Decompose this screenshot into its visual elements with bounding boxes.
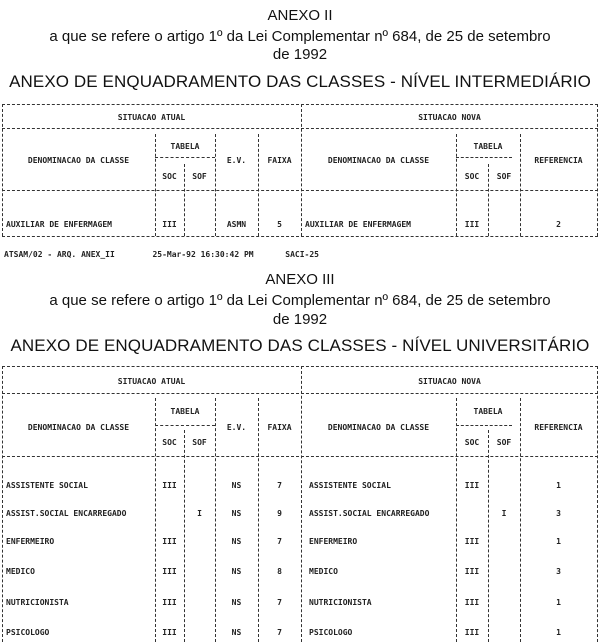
annex3-denominacao-nova: DENOMINACAO DA CLASSE (327, 423, 430, 432)
soc-atual: III (162, 567, 177, 576)
soc-nova: III (464, 481, 480, 490)
faixa-value: 9 (277, 509, 282, 518)
annex3-soc-nova: SOC (464, 438, 480, 447)
soc-atual: III (162, 481, 177, 490)
annex3-situacao-nova: SITUACAO NOVA (418, 377, 481, 386)
faixa-value: 8 (277, 567, 282, 576)
referencia-value: 2 (556, 220, 561, 229)
annex3-referencia: REFERENCIA (534, 423, 583, 432)
soc-atual: III (162, 598, 177, 607)
annex3-sof-atual: SOF (192, 438, 207, 447)
annex2-situacao-atual: SITUACAO ATUAL (117, 113, 186, 122)
annex2-sof-atual: SOF (192, 172, 207, 181)
annex2-table (0, 104, 600, 244)
ev-value: NS (231, 567, 242, 576)
annex2-sof-nova: SOF (496, 172, 512, 181)
annex2-tabela-atual: TABELA (170, 142, 200, 151)
soc-nova: III (464, 628, 480, 637)
annex3-situacao-atual: SITUACAO ATUAL (117, 377, 186, 386)
soc-nova: III (464, 567, 480, 576)
classe-atual: PSICOLOGO (6, 628, 50, 637)
referencia-value: 3 (556, 509, 561, 518)
soc-nova: III (464, 537, 480, 546)
sof-atual: I (197, 509, 202, 518)
annex2-title: ANEXO II (267, 7, 333, 24)
annex2-subtitle-line2: de 1992 (272, 46, 328, 63)
ev-value: NS (231, 598, 242, 607)
annex2-subtitle-line1: a que se refere o artigo 1º da Lei Complementar nº 684, de 25 de setembro (49, 28, 551, 45)
annex2-soc-nova: SOC (464, 172, 480, 181)
annex3-sof-nova: SOF (496, 438, 512, 447)
footer-datetime: 25-Mar-92 16:30:42 PM (152, 250, 254, 259)
ev-value: NS (231, 509, 242, 518)
annex2-soc-atual: SOC (162, 172, 177, 181)
annex2-heading: ANEXO DE ENQUADRAMENTO DAS CLASSES - NÍVEL INTERMEDIÁRIO (9, 72, 591, 91)
soc-nova: III (464, 220, 480, 229)
annex2-tabela-nova: TABELA (473, 142, 503, 151)
annex2-situacao-nova: SITUACAO NOVA (418, 113, 481, 122)
classe-nova: NUTRICIONISTA (309, 598, 372, 607)
referencia-value: 1 (556, 481, 561, 490)
classe-nova: ENFERMEIRO (309, 537, 358, 546)
classe-nova: PSICOLOGO (309, 628, 353, 637)
annex2-denominacao-atual: DENOMINACAO DA CLASSE (27, 156, 130, 165)
annex2-footer (4, 250, 319, 259)
soc-atual: III (162, 537, 177, 546)
annex3-subtitle-line1: a que se refere o artigo 1º da Lei Complementar nº 684, de 25 de setembro (49, 292, 551, 309)
ev-value: ASMN (226, 220, 247, 229)
footer-code: SACI-25 (285, 250, 319, 259)
soc-atual: III (162, 220, 177, 229)
classe-nova: ASSIST.SOCIAL ENCARREGADO (309, 509, 430, 518)
annex2-ev: E.V. (226, 156, 247, 165)
annex3-heading: ANEXO DE ENQUADRAMENTO DAS CLASSES - NÍVEL UNIVERSITÁRIO (10, 336, 590, 355)
ev-value: NS (231, 481, 242, 490)
classe-atual: NUTRICIONISTA (6, 598, 69, 607)
annex3-tabela-nova: TABELA (473, 407, 503, 416)
faixa-value: 7 (277, 598, 282, 607)
annex3-ev: E.V. (226, 423, 247, 432)
annex3-title: ANEXO III (265, 271, 335, 288)
classe-nova: ASSISTENTE SOCIAL (309, 481, 391, 490)
annex3-faixa: FAIXA (267, 423, 292, 432)
soc-nova: III (464, 598, 480, 607)
classe-nova: AUXILIAR DE ENFERMAGEM (305, 220, 411, 229)
soc-atual: III (162, 628, 177, 637)
classe-atual: ASSISTENTE SOCIAL (6, 481, 88, 490)
faixa-value: 7 (277, 628, 282, 637)
referencia-value: 1 (556, 628, 561, 637)
referencia-value: 1 (556, 537, 561, 546)
classe-atual: ASSIST.SOCIAL ENCARREGADO (6, 509, 127, 518)
ev-value: NS (231, 628, 242, 637)
annex3-subtitle-line2: de 1992 (272, 311, 328, 328)
classe-atual: MEDICO (6, 567, 35, 576)
annex2-denominacao-nova: DENOMINACAO DA CLASSE (327, 156, 430, 165)
ev-value: NS (231, 537, 242, 546)
sof-nova: I (501, 509, 507, 518)
classe-atual: ENFERMEIRO (6, 537, 55, 546)
classe-nova: MEDICO (309, 567, 338, 576)
referencia-value: 3 (556, 567, 561, 576)
faixa-value: 7 (277, 481, 282, 490)
faixa-value: 7 (277, 537, 282, 546)
annex3-soc-atual: SOC (162, 438, 177, 447)
annex2-faixa: FAIXA (267, 156, 292, 165)
classe-atual: AUXILIAR DE ENFERMAGEM (6, 220, 112, 229)
annex2-referencia: REFERENCIA (534, 156, 583, 165)
faixa-value: 5 (277, 220, 282, 229)
annex3-table (0, 366, 600, 642)
footer-file: ATSAM/02 - ARQ. ANEX_II (4, 250, 115, 259)
referencia-value: 1 (556, 598, 561, 607)
annex3-denominacao-atual: DENOMINACAO DA CLASSE (27, 423, 130, 432)
annex3-tabela-atual: TABELA (170, 407, 200, 416)
